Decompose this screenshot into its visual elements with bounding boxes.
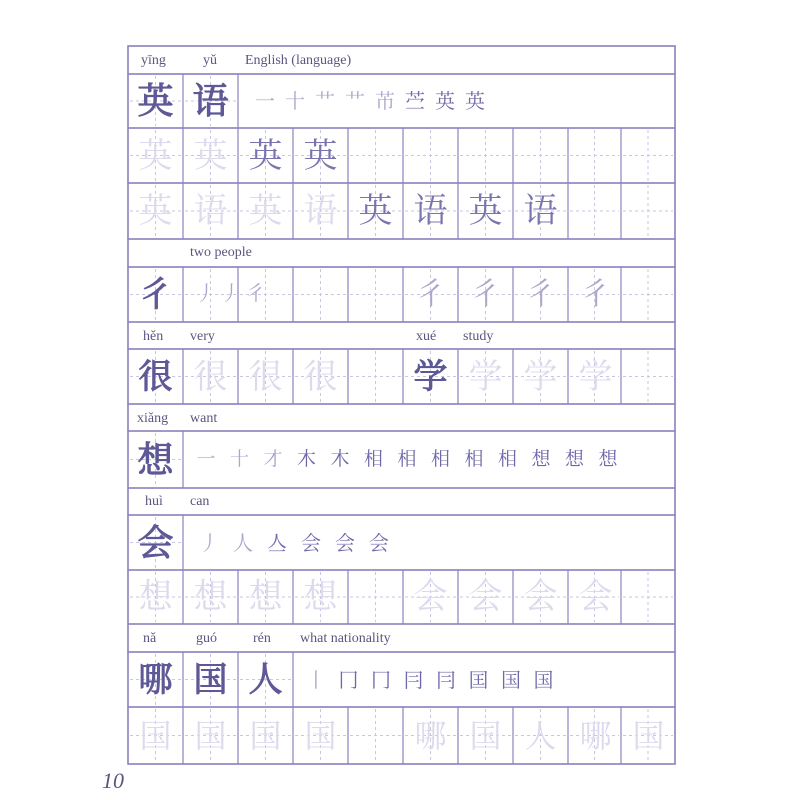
trace-character: 英 <box>358 191 393 231</box>
stroke-step: 苎 <box>405 89 425 113</box>
stroke-step: 相 <box>430 447 450 470</box>
stroke-step: 国 <box>501 668 521 692</box>
trace-character: 人 <box>524 716 557 755</box>
pinyin-xiang: xiǎng <box>137 411 169 426</box>
grid-box <box>128 488 675 515</box>
stroke-step: 相 <box>464 447 484 470</box>
model-character: 哪 <box>138 659 173 700</box>
stroke-step: 人 <box>233 531 253 555</box>
trace-character: 学 <box>468 356 503 397</box>
stroke-step: 木 <box>330 447 350 470</box>
stroke-step: 冃 <box>436 668 456 692</box>
trace-character: 会 <box>413 577 448 617</box>
meaning-hui: can <box>190 494 210 509</box>
stroke-step: 想 <box>531 447 551 470</box>
pinyin-na: nǎ <box>143 631 157 646</box>
stroke-step: 丿 <box>195 281 216 305</box>
stroke-step: 会 <box>301 531 321 555</box>
trace-character: 想 <box>193 577 228 617</box>
pinyin-xue: xué <box>416 329 437 344</box>
stroke-step: 才 <box>263 447 283 470</box>
trace-character: 国 <box>249 716 282 755</box>
trace-character: 学 <box>578 356 613 397</box>
trace-character: 学 <box>523 356 558 397</box>
trace-character: 英 <box>248 135 283 176</box>
trace-character: 想 <box>303 577 338 617</box>
trace-character: 英 <box>193 135 228 176</box>
trace-character: 国 <box>304 716 337 755</box>
stroke-step: 丿 <box>220 281 241 305</box>
pinyin-yu: yǔ <box>203 53 217 68</box>
trace-character: 会 <box>523 577 558 617</box>
model-character: 彳 <box>138 274 173 315</box>
model-character: 很 <box>138 356 173 397</box>
trace-character: 国 <box>139 716 172 755</box>
stroke-step: 丿 <box>199 531 219 555</box>
stroke-step: 会 <box>369 531 389 555</box>
stroke-step: 芇 <box>375 89 395 113</box>
pinyin-ren: rén <box>253 631 271 646</box>
meaning-hen: very <box>190 329 215 344</box>
stroke-step: 亼 <box>267 531 287 555</box>
meaning-xiang: want <box>190 411 218 426</box>
trace-character: 英 <box>138 191 173 231</box>
trace-character: 哪 <box>414 716 447 755</box>
trace-character: 会 <box>468 577 503 617</box>
stroke-step: 十 <box>229 447 249 470</box>
meaning-radical: two people <box>190 245 252 260</box>
stroke-step: 想 <box>564 447 584 470</box>
trace-character: 英 <box>303 135 338 176</box>
trace-character: 英 <box>468 191 503 231</box>
stroke-step: 相 <box>397 447 417 470</box>
meaning-yingyu: English (language) <box>245 53 352 68</box>
trace-character: 国 <box>194 716 227 755</box>
stroke-step: 囯 <box>468 668 489 692</box>
trace-character: 会 <box>578 577 613 617</box>
stroke-step: 国 <box>533 668 554 692</box>
model-character: 语 <box>192 80 229 122</box>
stroke-step: 相 <box>363 447 383 470</box>
stroke-step: 艹 <box>315 89 335 113</box>
stroke-step: 彳 <box>245 281 266 305</box>
meaning-xue: study <box>463 329 494 344</box>
stroke-step: 木 <box>296 447 316 470</box>
model-character: 英 <box>137 80 174 122</box>
stroke-step: 英 <box>435 89 455 113</box>
stroke-step: 一 <box>196 447 216 470</box>
page-number: 10 <box>102 768 124 793</box>
stroke-step: 想 <box>598 447 618 470</box>
stroke-step: 英 <box>465 89 485 113</box>
model-character: 想 <box>137 438 174 481</box>
pinyin-hen: hěn <box>143 329 164 344</box>
trace-character: 英 <box>138 135 173 176</box>
model-character: 国 <box>193 659 228 700</box>
trace-character: 语 <box>193 191 228 231</box>
trace-character: 国 <box>632 716 665 755</box>
pinyin-guo: guó <box>196 631 217 646</box>
trace-character: 哪 <box>579 716 612 755</box>
trace-character: 国 <box>469 716 502 755</box>
stroke-step: 十 <box>285 89 305 113</box>
trace-character: 彳 <box>525 276 556 312</box>
trace-character: 彳 <box>580 276 611 312</box>
pinyin-hui: huì <box>145 494 163 509</box>
stroke-step: 冂 <box>338 668 359 692</box>
trace-character: 英 <box>248 191 283 231</box>
stroke-step: 一 <box>255 89 275 113</box>
model-character: 会 <box>137 521 174 564</box>
model-character: 人 <box>248 659 283 700</box>
model-character: 学 <box>413 356 448 397</box>
trace-character: 彳 <box>415 276 446 312</box>
stroke-step: 相 <box>497 447 517 470</box>
trace-character: 想 <box>248 577 283 617</box>
trace-character: 很 <box>193 356 228 397</box>
trace-character: 语 <box>413 191 448 231</box>
trace-character: 语 <box>303 191 338 231</box>
meaning-naguoren: what nationality <box>300 631 391 646</box>
trace-character: 想 <box>138 577 173 617</box>
trace-character: 很 <box>248 356 283 397</box>
stroke-step: 冃 <box>403 668 424 692</box>
pinyin-ying: yīng <box>141 53 166 68</box>
trace-character: 语 <box>523 191 558 231</box>
stroke-step: 丨 <box>306 668 326 692</box>
trace-character: 很 <box>303 356 338 397</box>
stroke-step: 艹 <box>345 89 365 113</box>
stroke-step: 冂 <box>371 668 391 692</box>
stroke-step: 会 <box>335 531 355 555</box>
trace-character: 彳 <box>470 276 501 312</box>
